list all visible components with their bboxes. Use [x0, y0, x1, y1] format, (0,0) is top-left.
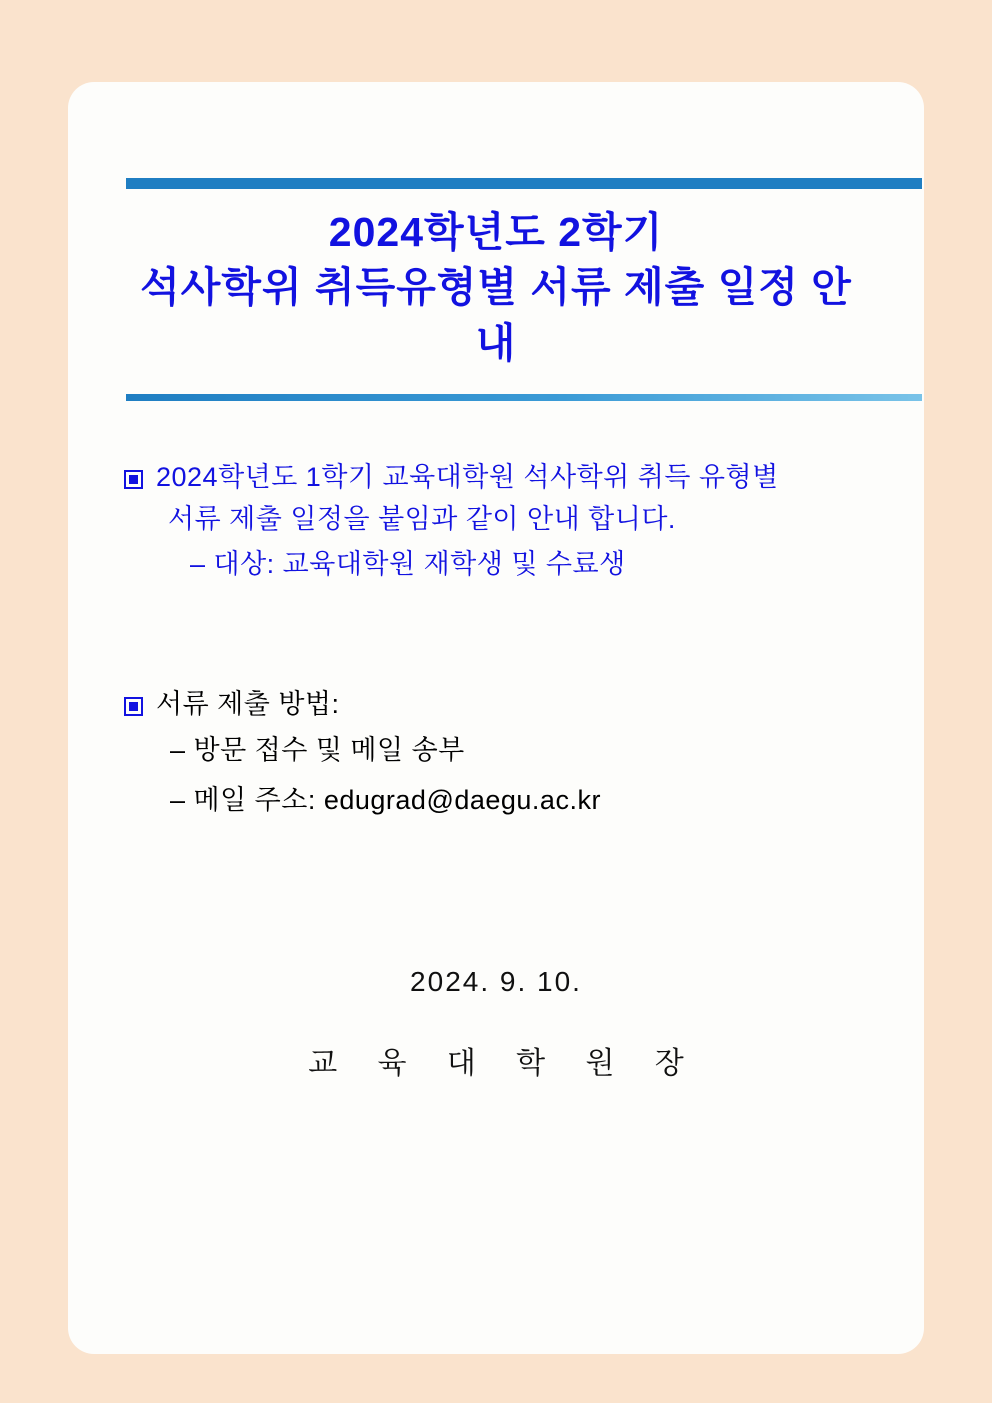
body-section-1 — [124, 457, 868, 588]
section1-continuation: 서류 제출 일정을 붙임과 같이 안내 합니다. — [168, 503, 676, 534]
title-bottom-rule — [126, 394, 922, 401]
signer-title: 교 육 대 학 원 장 — [308, 1046, 700, 1080]
filled-square-bullet-icon — [124, 697, 143, 716]
filled-square-bullet-icon — [124, 470, 143, 489]
issue-date: 2024. 9. 10. — [410, 965, 582, 997]
section2-bullet-text: 서류 제출 방법: — [156, 688, 340, 719]
title-line-2: 석사학위 취득유형별 서류 제출 일정 안내 — [140, 264, 852, 366]
document-content — [124, 178, 868, 1082]
section1-bullet-row — [124, 457, 868, 499]
document-page — [68, 82, 924, 1354]
document-footer — [124, 966, 868, 1082]
section1-bullet-text: 2024학년도 1학기 교육대학원 석사학위 취득 유형별 — [156, 462, 779, 493]
section1-sub-item: – 대상: 교육대학원 재학생 및 수료생 — [190, 548, 626, 579]
title-top-rule — [126, 178, 922, 189]
section2-bullet-row — [124, 684, 868, 726]
section2-item-2: – 메일 주소: edugrad@daegu.ac.kr — [170, 784, 601, 815]
title-line-1: 2024학년도 2학기 — [328, 209, 664, 255]
section-spacer — [124, 588, 868, 684]
page-title — [124, 189, 868, 383]
section2-item-1: – 방문 접수 및 메일 송부 — [170, 734, 465, 765]
body-section-2 — [124, 684, 868, 826]
